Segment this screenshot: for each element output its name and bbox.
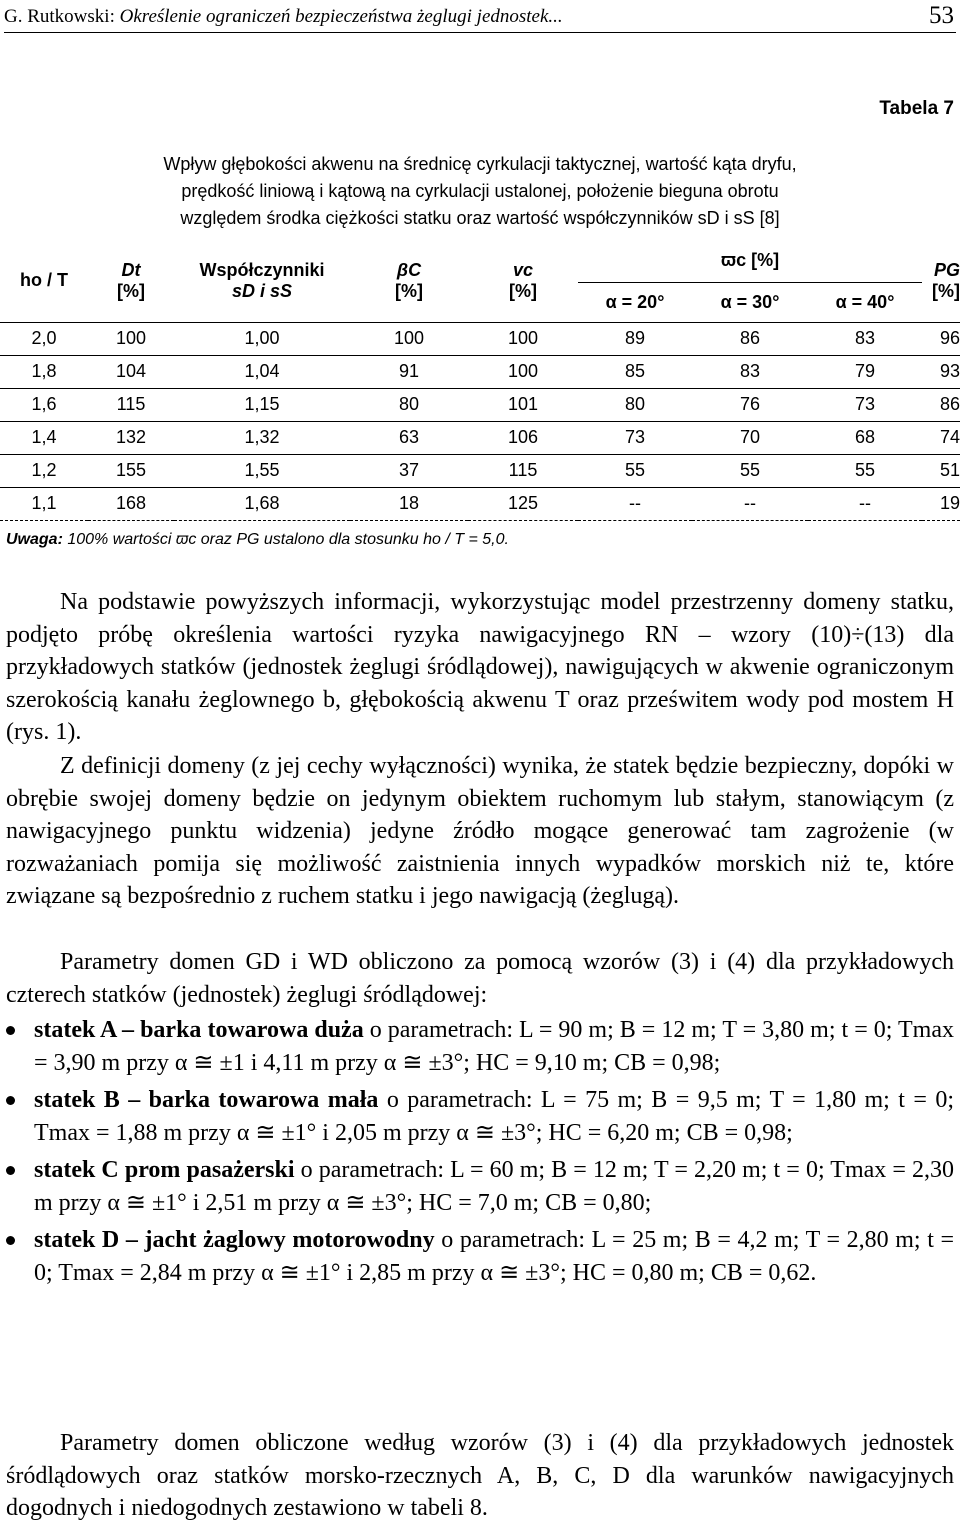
table-row bbox=[0, 454, 960, 487]
caption-line: względem środka ciężkości statku oraz wartość współczynników sD i sS [8] bbox=[180, 208, 780, 228]
ship-name: statek B – barka towarowa mała bbox=[34, 1087, 379, 1113]
header-coefficients bbox=[174, 240, 350, 322]
table-cell: 93 bbox=[939, 361, 960, 381]
table-cell: 2,0 bbox=[31, 328, 57, 348]
header-alpha-30: α = 30° bbox=[720, 291, 780, 312]
table-cell: 1,55 bbox=[244, 460, 280, 480]
bullet-icon bbox=[6, 1026, 15, 1035]
paragraph-2 bbox=[6, 750, 954, 913]
table-cell: 106 bbox=[507, 427, 539, 447]
table-cell: 115 bbox=[116, 394, 146, 414]
data-table bbox=[0, 240, 960, 521]
table-cell: 55 bbox=[624, 460, 646, 480]
table-cell: 51 bbox=[939, 460, 960, 480]
table-row bbox=[0, 355, 960, 388]
table-row bbox=[0, 388, 960, 421]
table-cell: 100 bbox=[507, 328, 539, 348]
table-cell: 100 bbox=[507, 361, 539, 381]
header-dt-symbol: Dt bbox=[121, 259, 141, 280]
table-cell: 125 bbox=[507, 493, 539, 513]
table-cell: 1,32 bbox=[244, 427, 280, 447]
table-cell: 1,68 bbox=[244, 493, 280, 513]
header-dt bbox=[88, 240, 174, 322]
table-row bbox=[0, 487, 960, 520]
table-cell: 115 bbox=[508, 460, 538, 480]
header-beta-unit: [%] bbox=[395, 280, 423, 301]
table-cell: 1,1 bbox=[31, 493, 57, 513]
caption-line: Wpływ głębokości akwenu na średnicę cyrkulacji taktycznej, wartość kąta dryfu, bbox=[163, 154, 797, 174]
table-cell: 1,4 bbox=[31, 427, 57, 447]
paragraph-text: Na podstawie powyższych informacji, wykorzystując model przestrzenny domeny statku, podjęto próbę określenia wartości ryzyka nawigacyjnego RN – wzory (10)÷(13) dla przykładowych statków (jednostek żeglugi śródlądowej), nawigujących w akwenie ograniczonym szerokością kanału żeglownego b, głębokością akwenu T oraz prześwitem wody pod mostem H (rys. 1). bbox=[6, 589, 954, 746]
header-dt-unit: [%] bbox=[117, 280, 145, 301]
table-cell: 86 bbox=[939, 394, 960, 414]
paragraph-4 bbox=[6, 1427, 954, 1525]
table-cell: 80 bbox=[624, 394, 646, 414]
table-note bbox=[6, 531, 509, 549]
table-cell: 100 bbox=[393, 328, 425, 348]
table-cell: 79 bbox=[854, 361, 876, 381]
header-ho-t: ho / T bbox=[20, 270, 68, 291]
table-cell: -- bbox=[859, 493, 871, 513]
header-coef-vars: sD i sS bbox=[231, 280, 293, 301]
list-item bbox=[6, 1084, 954, 1150]
header-pg-symbol: PG bbox=[933, 259, 960, 280]
table-cell: 18 bbox=[398, 493, 420, 513]
header-author: G. Rutkowski: bbox=[4, 6, 115, 27]
table-row bbox=[0, 322, 960, 355]
list-item bbox=[6, 1154, 954, 1220]
table-cell: 1,6 bbox=[31, 394, 57, 414]
table-cell: 74 bbox=[939, 427, 960, 447]
table-cell: -- bbox=[629, 493, 641, 513]
paragraph-3 bbox=[6, 946, 954, 1011]
header-alpha-40: α = 40° bbox=[835, 291, 895, 312]
caption-line: prędkość liniową i kątową na cyrkulacji ustalonej, położenie bieguna obrotu bbox=[181, 181, 779, 201]
table-cell: 55 bbox=[854, 460, 876, 480]
table-cell: 91 bbox=[398, 361, 420, 381]
ship-params: o parametrach: L = 25 m; B = 4,2 m; T = 2,80 m; t = 0; Tmax = 2,84 m przy α ≅ ±1° i 2,85 m przy α ≅ ±3°; HC = 0,80 m; CB = 0,62. bbox=[34, 1227, 955, 1286]
table-cell: 37 bbox=[398, 460, 420, 480]
table-cell: 63 bbox=[398, 427, 420, 447]
table-cell: 55 bbox=[739, 460, 761, 480]
table-cell: 85 bbox=[624, 361, 646, 381]
table-cell: 104 bbox=[115, 361, 147, 381]
bullet-icon bbox=[6, 1166, 15, 1175]
bullet-icon bbox=[6, 1096, 15, 1105]
table-cell: 1,8 bbox=[31, 361, 57, 381]
table-cell: 80 bbox=[398, 394, 420, 414]
table-cell: 96 bbox=[939, 328, 960, 348]
table-cell: 73 bbox=[854, 394, 876, 414]
ship-list bbox=[6, 1014, 954, 1294]
table-cell: 168 bbox=[115, 493, 147, 513]
table-cell: 1,04 bbox=[244, 361, 280, 381]
bullet-icon bbox=[6, 1236, 15, 1245]
table-row bbox=[0, 421, 960, 454]
table-label: Tabela 7 bbox=[879, 98, 954, 119]
running-header bbox=[4, 2, 956, 33]
header-coef-label: Współczynniki bbox=[199, 259, 325, 280]
list-item bbox=[6, 1224, 954, 1290]
table-cell: -- bbox=[744, 493, 756, 513]
header-title: Określenie ograniczeń bezpieczeństwa żeglugi jednostek... bbox=[119, 6, 563, 27]
header-wc: ϖc [%] bbox=[578, 240, 922, 282]
header-alpha-20: α = 20° bbox=[605, 291, 665, 312]
paragraph-text: Parametry domen GD i WD obliczono za pomocą wzorów (3) i (4) dla przykładowych czterech statków (jednostek) żeglugi śródlądowej: bbox=[6, 949, 954, 1008]
table-cell: 100 bbox=[115, 328, 147, 348]
page-number: 53 bbox=[929, 2, 954, 29]
paragraph-1 bbox=[6, 586, 954, 749]
header-pg bbox=[922, 240, 960, 322]
table-cell: 1,15 bbox=[244, 394, 280, 414]
ship-params: o parametrach: L = 75 m; B = 9,5 m; T = 1,80 m; t = 0; Tmax = 1,88 m przy α ≅ ±1° i 2,05 m przy α ≅ ±3°; HC = 6,20 m; CB = 0,98; bbox=[34, 1087, 955, 1146]
ship-params: o parametrach: L = 90 m; B = 12 m; T = 3,80 m; t = 0; Tmax = 3,90 m przy α ≅ ±1 i 4,11 m przy α ≅ ±3°; HC = 9,10 m; CB = 0,98; bbox=[34, 1017, 955, 1076]
header-pg-unit: [%] bbox=[932, 280, 960, 301]
table-cell: 83 bbox=[854, 328, 876, 348]
table-caption bbox=[60, 151, 900, 232]
table-cell: 19 bbox=[939, 493, 960, 513]
header-vc bbox=[468, 240, 578, 322]
table-body bbox=[0, 322, 960, 520]
table-cell: 1,2 bbox=[31, 460, 57, 480]
ship-name: statek D – jacht żaglowy motorowodny bbox=[34, 1227, 435, 1253]
ship-params: o parametrach: L = 60 m; B = 12 m; T = 2,20 m; t = 0; Tmax = 2,30 m przy α ≅ ±1° i 2,51 m przy α ≅ ±3°; HC = 7,0 m; CB = 0,80; bbox=[34, 1157, 955, 1216]
header-vc-unit: [%] bbox=[509, 280, 537, 301]
header-beta-symbol: βC bbox=[396, 259, 422, 280]
table-cell: 76 bbox=[739, 394, 761, 414]
table-cell: 70 bbox=[739, 427, 761, 447]
note-text: 100% wartości ϖc oraz PG ustalono dla stosunku ho / T = 5,0. bbox=[67, 531, 509, 548]
paragraph-text: Z definicji domeny (z jej cechy wyłączności) wynika, że statek będzie bezpieczny, dopóki w obrębie swojej domeny będzie on jedynym obiektem ruchomym lub stałym, stanowiącym (z nawigacyjnego punktu widzenia) jedyne źródło mogące generować tam zagrożenie (w rozważaniach pomija się możliwość zaistnienia innych wypadków morskich niż te, które związane są bezpośrednio z ruchem statku i jego nawigacją (żeglugą). bbox=[6, 753, 954, 910]
ship-name: statek A – barka towarowa duża bbox=[34, 1017, 364, 1043]
table-cell: 86 bbox=[739, 328, 761, 348]
table-cell: 68 bbox=[854, 427, 876, 447]
paragraph-text: Parametry domen obliczone według wzorów (3) i (4) dla przykładowych jednostek śródlądowych oraz statków morsko-rzecznych A, B, C, D dla warunków nawigacyjnych dogodnych i niedogodnych zestawiono w tabeli 8. bbox=[6, 1430, 954, 1522]
table-cell: 89 bbox=[624, 328, 646, 348]
list-item bbox=[6, 1014, 954, 1080]
header-beta bbox=[350, 240, 468, 322]
running-header-citation bbox=[4, 6, 563, 28]
note-label: Uwaga: bbox=[6, 531, 63, 548]
table-cell: 1,00 bbox=[244, 328, 280, 348]
table-cell: 101 bbox=[507, 394, 539, 414]
header-vc-symbol: vc bbox=[512, 259, 534, 280]
table-cell: 132 bbox=[115, 427, 147, 447]
table-cell: 155 bbox=[115, 460, 147, 480]
table-cell: 83 bbox=[739, 361, 761, 381]
ship-name: statek C prom pasażerski bbox=[34, 1157, 295, 1183]
table-cell: 73 bbox=[624, 427, 646, 447]
